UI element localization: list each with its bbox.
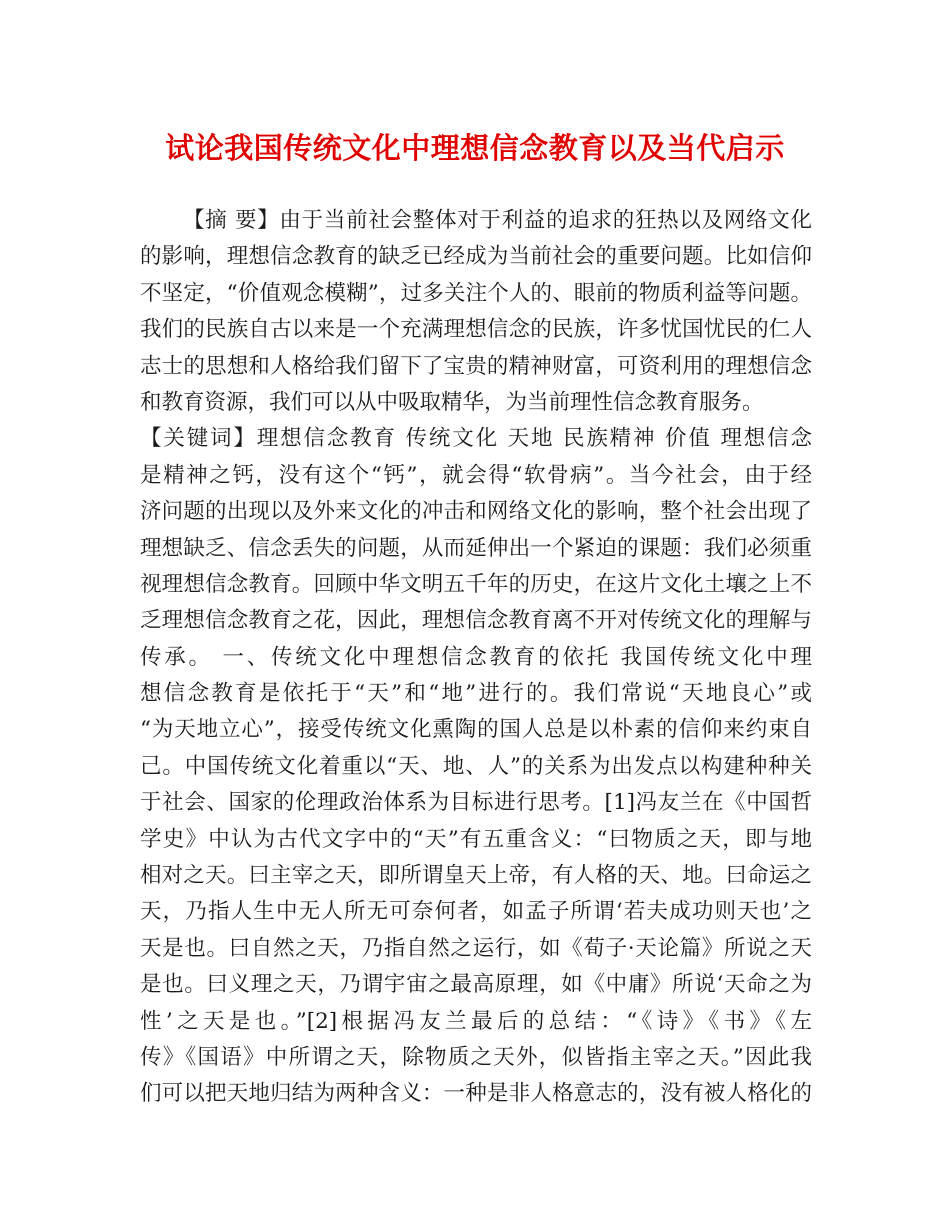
body-line: 传》《国语》中所谓之天，除物质之天外，似皆指主宰之天。”因此我 — [140, 1044, 812, 1070]
body-line: 我们的民族自古以来是一个充满理想信念的民族，许多忧国忧民的仁人 — [140, 317, 812, 343]
document-title: 试论我国传统文化中理想信念教育以及当代启示 — [165, 131, 785, 165]
body-line: “为天地立心”，接受传统文化熏陶的国人总是以朴素的信仰来约束自 — [140, 717, 812, 743]
body-line: 理想缺乏、信念丢失的问题，从而延伸出一个紧迫的课题：我们必须重 — [140, 535, 812, 561]
body-line: 的影响，理想信念教育的缺乏已经成为当前社会的重要问题。比如信仰 — [140, 244, 812, 270]
body-line: 【关键词】理想信念教育 传统文化 天地 民族精神 价值 理想信念 — [140, 426, 812, 452]
body-line: 乏理想信念教育之花，因此，理想信念教育离不开对传统文化的理解与 — [140, 608, 812, 634]
body-line: 和教育资源，我们可以从中吸取精华，为当前理性信念教育服务。 — [140, 389, 764, 415]
body-line: 志士的思想和人格给我们留下了宝贵的精神财富，可资利用的理想信念 — [140, 353, 812, 379]
body-line: 【摘 要】由于当前社会整体对于利益的追求的狂热以及网络文化 — [183, 208, 812, 233]
body-line: 传承。 一、传统文化中理想信念教育的依托 我国传统文化中理 — [140, 644, 812, 670]
body-line: 不坚定，“价值观念模糊”，过多关注个人的、眼前的物质利益等问题。 — [140, 280, 812, 306]
body-line: 济问题的出现以及外来文化的冲击和网络文化的影响，整个社会出现了 — [140, 499, 812, 525]
body-line: 于社会、国家的伦理政治体系为目标进行思考。[1]冯友兰在《中国哲 — [140, 790, 812, 816]
body-line: 天是也。曰自然之天，乃指自然之运行，如《荀子·天论篇》所说之天 — [140, 935, 812, 961]
document-body — [140, 203, 812, 1113]
body-line: 天，乃指人生中无人所无可奈何者，如孟子所谓‘若夫成功则天也’之 — [140, 899, 812, 925]
body-line: 想信念教育是依托于“天”和“地”进行的。我们常说“天地良心”或 — [140, 681, 812, 707]
body-line: 相对之天。曰主宰之天，即所谓皇天上帝，有人格的天、地。曰命运之 — [140, 863, 812, 889]
body-line: 们可以把天地归结为两种含义：一种是非人格意志的，没有被人格化的 — [140, 1081, 812, 1107]
body-line: 己。中国传统文化着重以“天、地、人”的关系为出发点以构建种种关 — [140, 753, 812, 779]
body-line: 学史》中认为古代文字中的“天”有五重含义：“曰物质之天，即与地 — [140, 826, 812, 852]
body-line: 视理想信念教育。回顾中华文明五千年的历史，在这片文化土壤之上不 — [140, 571, 812, 597]
body-line: 性’之天是也。”[2]根据冯友兰最后的总结：“《诗》《书》《左 — [140, 1008, 812, 1034]
body-line: 是也。曰义理之天，乃谓宇宙之最高原理，如《中庸》所说‘天命之为 — [140, 972, 812, 998]
body-line: 是精神之钙，没有这个“钙”，就会得“软骨病”。当今社会，由于经 — [140, 462, 812, 488]
